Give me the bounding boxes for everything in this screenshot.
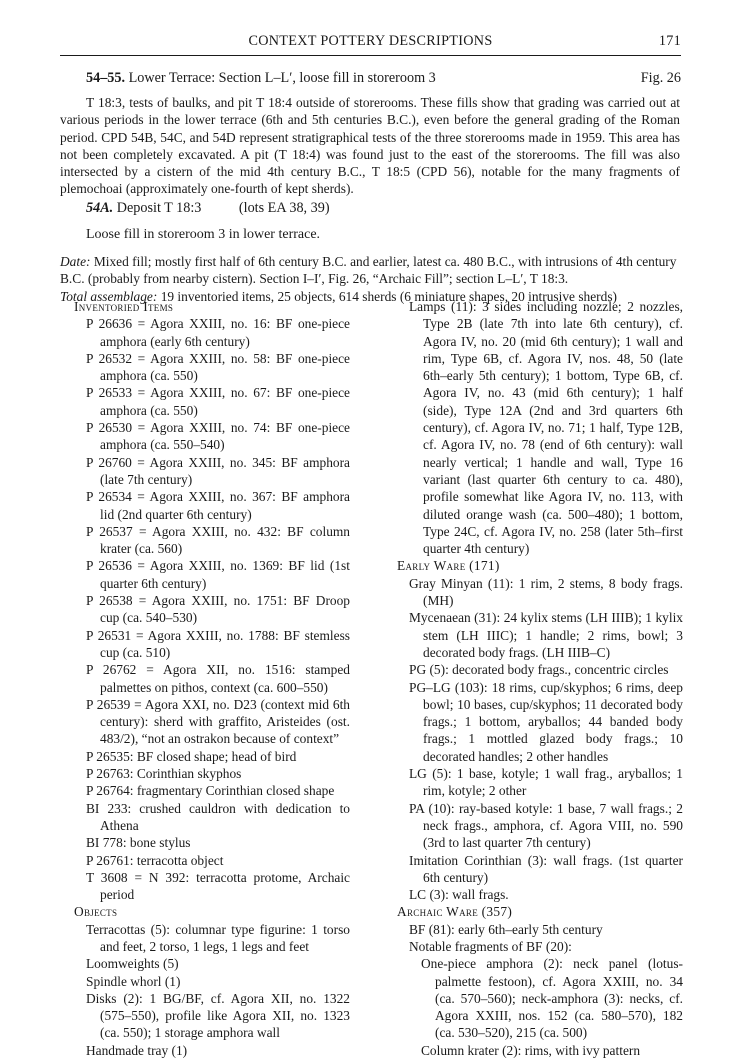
- page-number: 171: [658, 33, 681, 49]
- section-heading: [86, 70, 681, 87]
- objects-list: [86, 921, 350, 1059]
- inventoried-heading: Inventoried Items: [74, 299, 174, 314]
- notable-bf-entry: Notable fragments of BF (20):: [409, 938, 572, 954]
- section-number: 54–55.: [86, 70, 126, 86]
- running-title: CONTEXT POTTERY DESCRIPTIONS: [248, 33, 493, 49]
- deposit-title: Deposit T 18:3: [116, 200, 202, 216]
- deposit-number: 54A.: [86, 200, 114, 216]
- list-item: P 26535: BF closed shape; head of bird: [86, 748, 297, 764]
- list-item: P 26530 = Agora XXIII, no. 74: BF one-piece amphora (ca. 550–540): [86, 420, 350, 453]
- list-item: Disks (2): 1 BG/BF, cf. Agora XII, no. 1322 (575–550), profile like Agora XII, no. 1323 (ca. 550); 1 storage amphora wall: [86, 990, 350, 1041]
- list-item: P 26636 = Agora XXIII, no. 16: BF one-piece amphora (early 6th century): [86, 316, 350, 349]
- list-item: P 26539 = Agora XXI, no. D23 (context mid 6th century): sherd with graffito, Aristeides (ost. 483/2), “not an ostrakon because of context”: [86, 696, 350, 747]
- assemblage-text: 19 inventoried items, 25 objects, 614 sherds (6 miniature shapes, 20 intrusive sherds): [157, 288, 618, 304]
- list-item: P 26762 = Agora XII, no. 1516: stamped palmettes on pithos, context (ca. 600–550): [86, 662, 350, 695]
- date-line: [60, 253, 682, 288]
- list-item: Mycenaean (31): 24 kylix stems (LH IIIB); 1 kylix stem (LH IIIC); 1 handle; 2 rims, bowl; 3 decorated body frags. (LH IIIB–C): [409, 610, 683, 660]
- left-column: [74, 298, 350, 1059]
- list-item: P 26760 = Agora XXIII, no. 345: BF amphora (late 7th century): [86, 454, 350, 487]
- list-item: P 26532 = Agora XXIII, no. 58: BF one-piece amphora (ca. 550): [86, 350, 350, 384]
- one-piece-amphora-entry: One-piece amphora (2): neck panel (lotus-palmette festoon), cf. Agora XXIII, no. 34 (ca. 570–560); neck-amphora (3): necks, cf. Agora XXIII, nos. 152 (ca. 580–570), 182 (ca. 530–520), 215 (ca. 500): [421, 956, 683, 1041]
- list-item: BI 778: bone stylus: [86, 835, 191, 851]
- bf-entry: BF (81): early 6th–early 5th century: [409, 921, 603, 937]
- column-krater-entry: Column krater (2): rims, with ivy pattern: [421, 1042, 641, 1058]
- list-item: P 26531 = Agora XXIII, no. 1788: BF stemless cup (ca. 510): [86, 627, 350, 660]
- list-item: Handmade tray (1): [86, 1042, 188, 1058]
- deposit-lots: (lots EA 38, 39): [238, 200, 330, 216]
- assemblage-label: Total assemblage:: [60, 288, 158, 304]
- deposit-description: Loose fill in storeroom 3 in lower terrace.: [86, 227, 321, 242]
- intro-paragraph: T 18:3, tests of baulks, and pit T 18:4 outside of storerooms. These fills show that grading was carried out at various periods in the lower terrace (6th and 5th centuries B.C.), even before the general grading of the Roman period. CPD 54B, 54C, and 54D represent stratigraphical tests of the three storerooms made in 1959. This area has not been completely excavated. A pit (T 18:4) was found just to the east of the storerooms. The fill was also intersected by a cistern of the mid 4th century B.C., T 18:5 (CPD 56), notable for the many fragments of plemochoai (approximately one-fourth of kept sherds).: [60, 95, 680, 197]
- deposit-heading: [86, 200, 330, 217]
- figure-reference: Fig. 26: [640, 70, 681, 86]
- section-title: Lower Terrace: Section L–L′, loose fill in storeroom 3: [128, 70, 436, 86]
- list-item: T 3608 = N 392: terracotta protome, Archaic period: [86, 869, 350, 903]
- list-item: PG (5): decorated body frags., concentric circles: [409, 662, 669, 678]
- objects-heading: Objects: [74, 904, 118, 920]
- date-label: Date:: [60, 254, 91, 269]
- lamps-entry: Lamps (11): 3 sides including nozzle; 2 nozzles, Type 2B (late 7th into late 6th century), cf. Agora IV, no. 20 (mid 6th century); 1 wall and rim, Type 6B, cf. Agora IV, nos. 48, 50 (late 6th–early 5th century); 1 bottom, Type 6B, cf. Agora IV, no. 43 (mid 6th century); 1 half (side), Type 12A (2nd and 3rd quarters 6th century), cf. Agora IV, no. 71; 1 half, Type 12B, cf. Agora IV, no. 78 (end of 6th century): wall nearly vertical; 1 handle and wall, Type 16 variant (last quarter 6th century to ca. 480), profile somewhat like Agora IV, no. 113, with diluted orange wash (ca. 500–480); 1 bottom, Type 24C, cf. Agora IV, no. 258 (later 5th–first quarter 4th century): [409, 299, 683, 557]
- inventoried-list: [86, 315, 350, 903]
- list-item: P 26533 = Agora XXIII, no. 67: BF one-piece amphora (ca. 550): [86, 385, 350, 418]
- list-item: P 26534 = Agora XXIII, no. 367: BF amphora lid (2nd quarter 6th century): [86, 489, 350, 522]
- list-item: P 26537 = Agora XXIII, no. 432: BF column krater (ca. 560): [86, 523, 350, 557]
- list-item: P 26536 = Agora XXIII, no. 1369: BF lid (1st quarter 6th century): [86, 558, 350, 591]
- list-item: PG–LG (103): 18 rims, cup/skyphos; 6 rims, deep bowl; 10 bases, cup/skyphos; 11 decorated body frags.; 1 bottom, aryballos; 44 banded body frags.; 1 mottled glazed body frags.; 10 decorated handles; 2 other handles: [409, 679, 683, 764]
- list-item: Gray Minyan (11): 1 rim, 2 stems, 8 body frags. (MH): [409, 575, 683, 609]
- early-ware-list: [409, 575, 683, 904]
- archaic-ware-heading: Archaic Ware (357): [397, 904, 513, 920]
- early-ware-heading: Early Ware (171): [397, 558, 500, 574]
- list-item: P 26763: Corinthian skyphos: [86, 766, 242, 782]
- list-item: Terracottas (5): columnar type figurine: 1 torso and feet, 2 torso, 1 legs, 1 legs and feet: [86, 921, 350, 954]
- list-item: Imitation Corinthian (3): wall frags. (1st quarter 6th century): [409, 852, 683, 885]
- list-item: Spindle whorl (1): [86, 973, 181, 989]
- list-item: P 26764: fragmentary Corinthian closed shape: [86, 783, 335, 799]
- list-item: P 26761: terracotta object: [86, 852, 224, 868]
- running-head: [60, 33, 681, 56]
- list-item: Loomweights (5): [86, 956, 179, 972]
- list-item: PA (10): ray-based kotyle: 1 base, 7 wall frags.; 2 neck frags., amphora, cf. Agora VIII, no. 590 (3rd to last quarter 7th century): [409, 800, 683, 851]
- list-item: P 26538 = Agora XXIII, no. 1751: BF Droop cup (ca. 540–530): [86, 593, 350, 626]
- right-column: [397, 298, 683, 1059]
- date-text: Mixed fill; mostly first half of 6th century B.C. and earlier, latest ca. 480 B.C., with intrusions of 4th century B.C. (probably from nearby cistern). Section I–I′, Fig. 26, “Archaic Fill”; section L–L′, T 18:3.: [60, 254, 677, 287]
- list-item: BI 233: crushed cauldron with dedication to Athena: [86, 800, 350, 833]
- list-item: LG (5): 1 base, kotyle; 1 wall frag., aryballos; 1 rim, kotyle; 2 other: [409, 766, 683, 799]
- list-item: LC (3): wall frags.: [409, 887, 509, 903]
